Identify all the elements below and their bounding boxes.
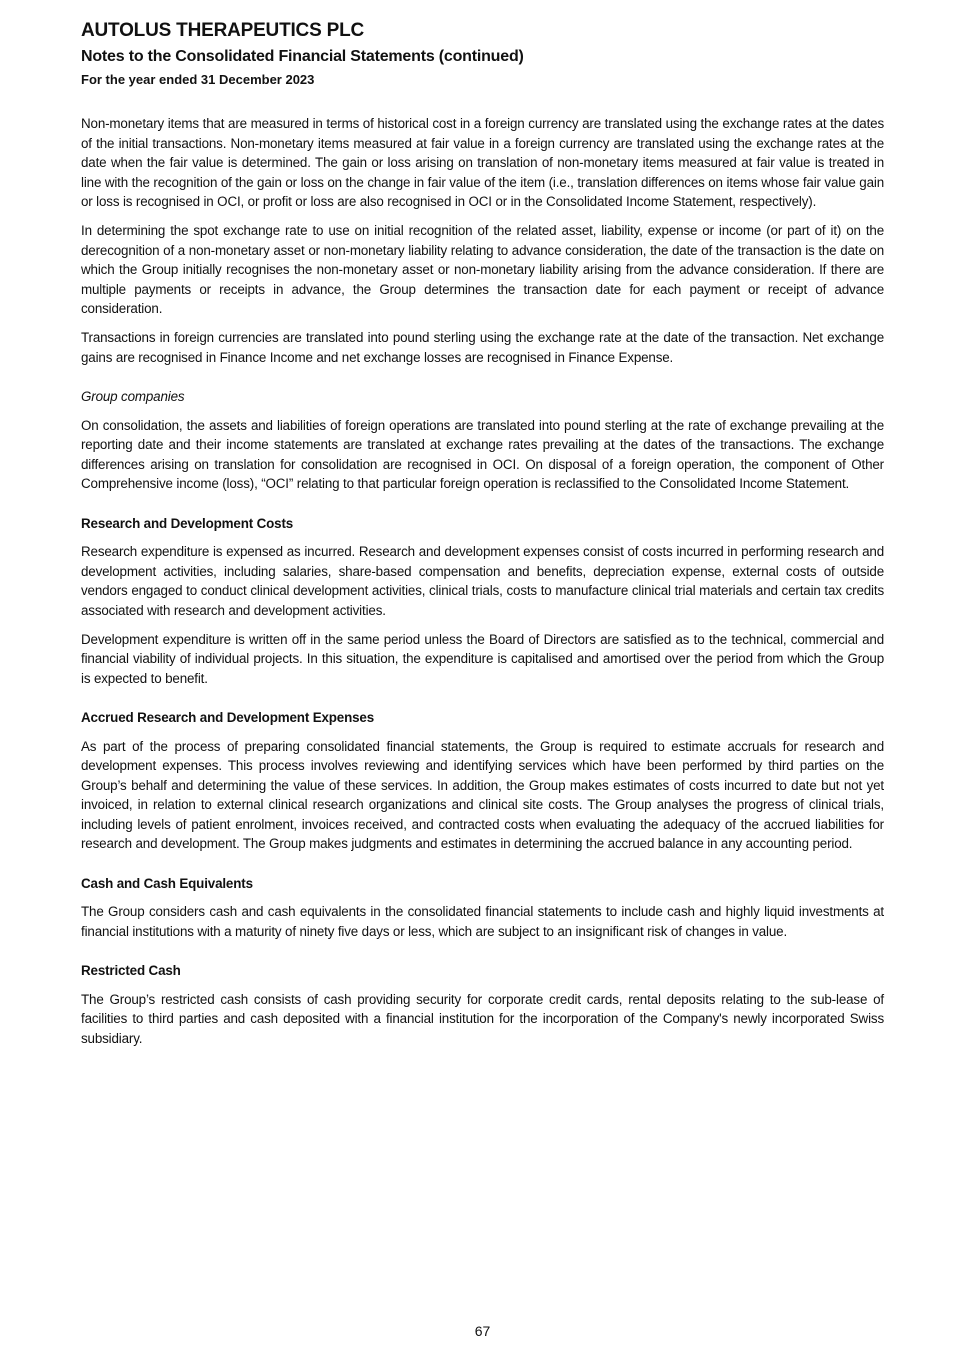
section-heading-accrued-expenses: Accrued Research and Development Expenses [81, 710, 375, 725]
section-heading-restricted-cash: Restricted Cash [81, 963, 181, 978]
paragraph: The Group’s restricted cash consists of cash providing security for corporate credit cards, rental deposits relating to the sub-lease of facilities to third parties and cash deposited with a financial institution for the incorporation of the Company's newly incorporated Swiss subsidiary. [81, 991, 884, 1046]
section-heading-research-development: Research and Development Costs [81, 515, 294, 531]
page-number: 67 [474, 1323, 491, 1339]
paragraph: Non-monetary items that are measured in terms of historical cost in a foreign currency are translated using the exchange rates at the dates of the initial transactions. Non-monetary items measured at fair value in a foreign currency are translated using the exchange rates at the date when the fair value is determined. The gain or loss arising on translation of non-monetary items measured at fair value is treated in line with the recognition of the gain or loss on the change in fair value of the item (i.e., translation differences on items whose fair value gain or loss is recognised in OCI, or profit or loss are also recognised in OCI or in the Consolidated Income Statement, respectively). [81, 116, 884, 209]
section-heading-cash-equivalents: Cash and Cash Equivalents [81, 875, 253, 891]
company-name: AUTOLUS THERAPEUTICS PLC [81, 20, 365, 41]
paragraph: On consolidation, the assets and liabilities of foreign operations are translated into pound sterling at the rate of exchange prevailing at the reporting date and their income statements are translated at exchange rates prevailing at the dates of the transactions. The exchange differences arising on translation for consolidation are recognised in OCI. On disposal of a foreign operation, the component of Other Comprehensive income (loss), “OCI” relating to that particular foreign operation is reclassified to the Consolidated Income Statement. [81, 417, 884, 491]
paragraph: Transactions in foreign currencies are translated into pound sterling using the exchange rate at the date of the transaction. Net exchange gains are recognised in Finance Income and net exchange losses are recognised in Finance Expense. [81, 330, 884, 365]
paragraph: As part of the process of preparing consolidated financial statements, the Group is required to estimate accruals for research and development expenses. This process involves reviewing and identifying services which have been performed by third parties on the Group’s behalf and determining the value of these services. In addition, the Group makes estimates of costs incurred to date but not yet invoiced, in relation to external clinical research organizations and clinical site costs. The Group analyses the progress of clinical trials, including levels of patient enrolment, invoices received, and contracted costs when evaluating the adequacy of the accrued liabilities for research and development. The Group makes judgments and estimates in determining the accrued balance in any accounting period. [81, 738, 884, 851]
document-subtitle: Notes to the Consolidated Financial Statements (continued) [81, 48, 524, 65]
section-heading-group-companies: Group companies [81, 389, 185, 404]
paragraph: The Group considers cash and cash equivalents in the consolidated financial statements to include cash and highly liquid investments at financial institutions with a maturity of ninety five days or less, which are subject to an insignificant risk of changes in value. [81, 904, 884, 939]
paragraph: Research expenditure is expensed as incurred. Research and development expenses consist of costs incurred in performing research and development activities, including salaries, share-based compensation and benefits, depreciation expense, external costs of outside vendors engaged to conduct clinical development activities, clinical trials, costs to manufacture clinical trial materials and certain tax credits associated with research and development activities. [81, 544, 884, 618]
paragraph: In determining the spot exchange rate to use on initial recognition of the related asset, liability, expense or income (or part of it) on the derecognition of a non-monetary asset or non-monetary liability relating to advance consideration, the date of the transaction is the date on which the Group initially recognises the non-monetary asset or non-monetary liability arising from the advance consideration. If there are multiple payments or receipts in advance, the Group determines the transaction date for each payment or receipt of advance consideration. [81, 223, 884, 316]
document-body [81, 114, 884, 1058]
reporting-period: For the year ended 31 December 2023 [81, 72, 315, 87]
paragraph: Development expenditure is written off in the same period unless the Board of Directors are satisfied as to the technical, commercial and financial viability of individual projects. In this situation, the expenditure is capitalised and amortised over the period from which the Group is expected to benefit. [81, 631, 884, 686]
